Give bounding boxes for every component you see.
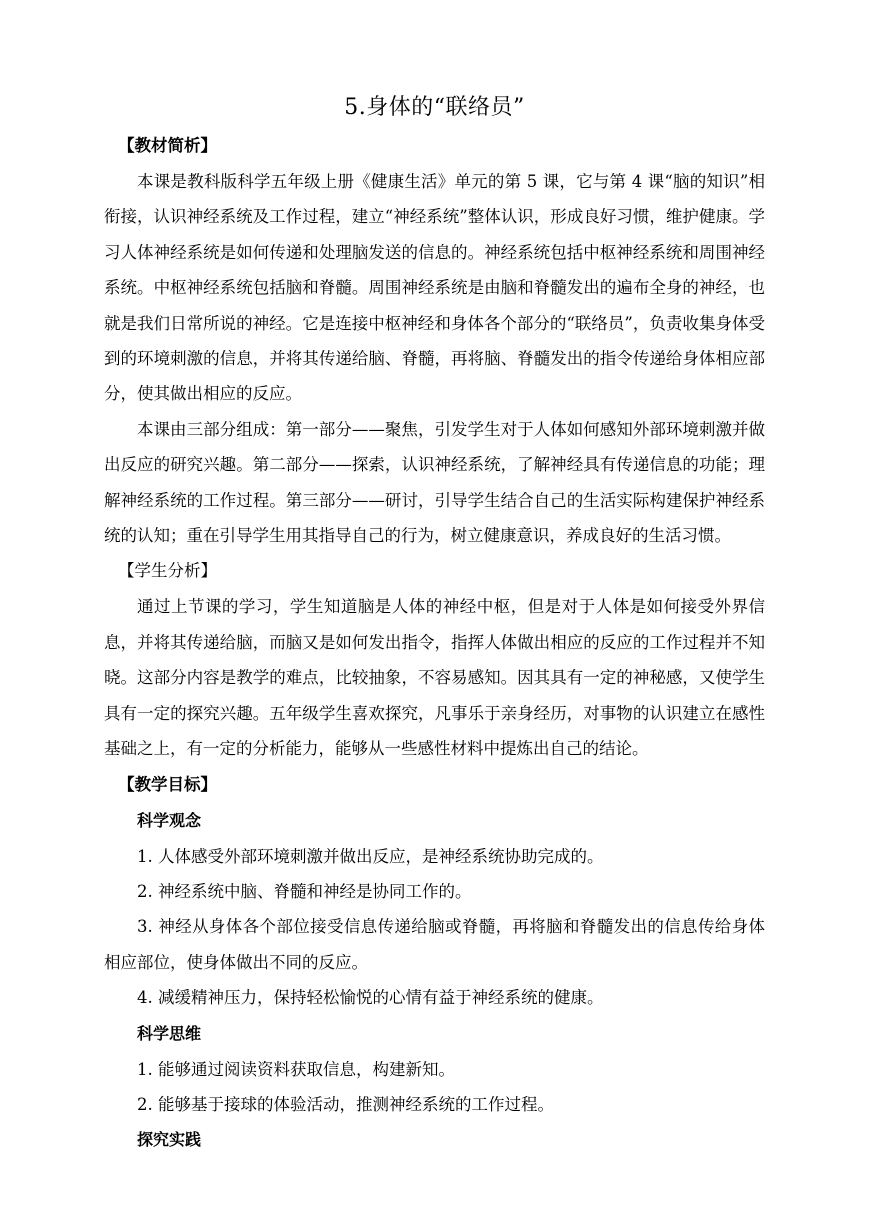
paragraph: 本课是教科版科学五年级上册《健康生活》单元的第 5 课，它与第 4 课“脑的知识”相衔接，认识神经系统及工作过程，建立“神经系统”整体认识，形成良好习惯，维护健康。学习人体神经系统是如何传递和处理脑发送的信息的。神经系统包括中枢神经系统和周围神经系统。中枢神经系统包括脑和脊髓。周围神经系统是由脑和脊髓发出的遍布全身的神经，也就是我们日常所说的神经。它是连接中枢神经和身体各个部分的“联络员”，负责收集身体受到的环境刺激的信息，并将其传递给脑、脊髓，再将脑、脊髓发出的指令传递给身体相应部分，使其做出相应的反应。 bbox=[104, 172, 765, 404]
paragraph: 通过上节课的学习，学生知道脑是人体的神经中枢，但是对于人体是如何接受外界信息，并将其传递给脑，而脑又是如何发出指令，指挥人体做出相应的反应的工作过程并不知晓。这部分内容是教学的难点，比较抽象，不容易感知。因其具有一定的神秘感，又使学生具有一定的探究兴趣。五年级学生喜欢探究，凡事乐于亲身经历，对事物的认识建立在感性基础之上，有一定的分析能力，能够从一些感性材料中提炼出自己的结论。 bbox=[104, 597, 765, 759]
section-heading-textbook: 【教材简析】 bbox=[118, 136, 217, 155]
paragraph: 本课由三部分组成：第一部分——聚焦，引发学生对于人体如何感知外部环境刺激并做出反应的研究兴趣。第二部分——探索，认识神经系统，了解神经具有传递信息的功能；理解神经系统的工作过程。第三部分——研讨，引导学生结合自己的生活实际构建保护神经系统的认知；重在引导学生用其指导自己的行为，树立健康意识，养成良好的生活习惯。 bbox=[104, 419, 765, 546]
list-item: 4. 减缓精神压力，保持轻松愉悦的心情有益于神经系统的健康。 bbox=[137, 988, 604, 1008]
list-item: 1. 人体感受外部环境刺激并做出反应，是神经系统协助完成的。 bbox=[137, 846, 604, 866]
subheading-science-thinking: 科学思维 bbox=[137, 1023, 202, 1043]
list-item: 2. 神经系统中脑、脊髓和神经是协同工作的。 bbox=[137, 881, 472, 901]
subheading-science-concept: 科学观念 bbox=[137, 810, 202, 830]
list-item: 1. 能够通过阅读资料获取信息，构建新知。 bbox=[137, 1059, 455, 1079]
section-heading-students: 【学生分析】 bbox=[118, 561, 217, 581]
subheading-inquiry-practice: 探究实践 bbox=[137, 1130, 202, 1150]
page-title: 5.身体的“联络员” bbox=[344, 95, 525, 120]
section-heading-goals: 【教学目标】 bbox=[118, 774, 217, 794]
list-item: 3. 神经从身体各个部位接受信息传递给脑或脊髓，再将脑和脊髓发出的信息传给身体相应部位，使身体做出不同的反应。 bbox=[104, 917, 765, 972]
list-item: 2. 能够基于接球的体验活动，推测神经系统的工作过程。 bbox=[137, 1094, 554, 1114]
